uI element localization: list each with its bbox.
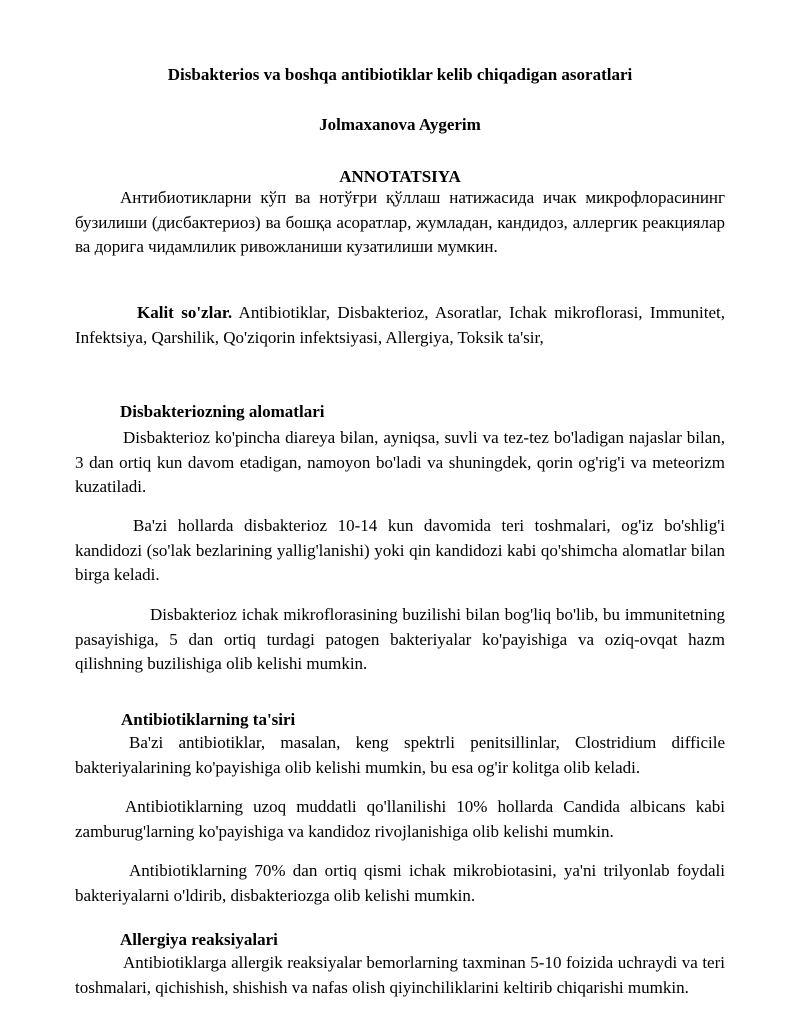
- author-name: Jolmaxanova Aygerim: [319, 115, 481, 134]
- section-heading-antibiotics: Antibiotiklarning ta'siri: [121, 710, 296, 729]
- paragraph-antibiotics-1: Ba'zi antibiotiklar, masalan, keng spektrli penitsillinlar, Clostridium difficile bakteriyalarining ko'payishiga olib kelishi mumkin, bu esa og'ir kolitga olib keladi.: [75, 733, 725, 777]
- document-title: Disbakterios va boshqa antibiotiklar kelib chiqadigan asoratlari: [167, 65, 633, 84]
- keywords-label: Kalit so'zlar.: [137, 303, 233, 322]
- paragraph-antibiotics-2: Antibiotiklarning uzoq muddatli qo'llanilishi 10% hollarda Candida albicans kabi zamburug'larning ko'payishiga va kandidoz rivojlanishiga olib kelishi mumkin.: [75, 797, 725, 841]
- section-heading-symptoms: Disbakteriozning alomatlari: [120, 402, 325, 421]
- paragraph-symptoms-3: Disbakterioz ichak mikroflorasining buzilishi bilan bog'liq bo'lib, bu immunitetning pasayishiga, 5 dan ortiq turdagi patogen bakteriyalar ko'payishiga va oziq-ovqat hazm qilishning buzilishiga olib kelishi mumkin.: [75, 605, 725, 673]
- keywords-text: Antibiotiklar, Disbakterioz, Asoratlar, Ichak mikroflorasi, Immunitet, Infektsiya, Qarshilik, Qo'ziqorin infektsiyasi, Allergiya, Toksik ta'sir,: [75, 303, 726, 347]
- annotation-text: Антибиотикларни кўп ва нотўғри қўллаш натижасида ичак микрофлорасининг бузилиши (дисбактериоз) ва бошқа асоратлар, жумладан, кандидоз, аллергик реакциялар ва дорига чидамлилик ривожланиши кузатилиши мумкин.: [75, 188, 725, 256]
- paragraph-symptoms-2: Ba'zi hollarda disbakterioz 10-14 kun davomida teri toshmalari, og'iz bo'shlig'i kandidozi (so'lak bezlarining yallig'lanishi) yoki qin kandidozi kabi qo'shimcha alomatlar bilan birga keladi.: [75, 516, 725, 584]
- paragraph-antibiotics-3: Antibiotiklarning 70% dan ortiq qismi ichak mikrobiotasini, ya'ni trilyonlab foydali bakteriyalarni o'ldirib, disbakteriozga olib kelishi mumkin.: [75, 861, 725, 905]
- annotation-heading: ANNOTATSIYA: [339, 167, 461, 186]
- section-heading-allergy: Allergiya reaksiyalari: [120, 930, 278, 949]
- paragraph-allergy-1: Antibiotiklarga allergik reaksiyalar bemorlarning taxminan 5-10 foizida uchraydi va teri toshmalari, qichishish, shishish va nafas olish qiyinchiliklarini keltirib chiqarishi mumkin.: [75, 953, 725, 997]
- paragraph-symptoms-1: Disbakterioz ko'pincha diareya bilan, ayniqsa, suvli va tez-tez bo'ladigan najaslar bilan, 3 dan ortiq kun davom etadigan, namoyon bo'ladi va shuningdek, qorin og'rig'i va meteorizm kuzatiladi.: [75, 428, 725, 496]
- keywords-paragraph: [75, 301, 725, 350]
